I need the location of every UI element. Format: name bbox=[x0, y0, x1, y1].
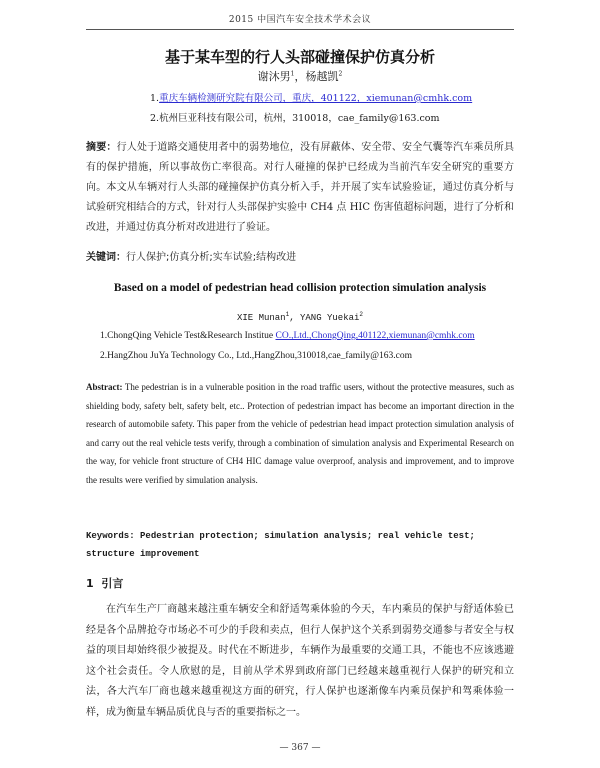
abstract-cn-label: 摘要： bbox=[86, 142, 117, 153]
paragraph: 在汽车生产厂商越来越注重车辆安全和舒适驾乘体验的今天，车内乘员的保护与舒适体验已经是各个品牌抢夺市场必不可少的手段和卖点，但行人保护这个关系到弱势交通参与者安全与权益的项目却始终很少被提及。时代在不断进步，车辆作为最重要的交通工具，不能也不应该逃避这个社会责任。令人欣慰的是，目前从学术界到政府部门已经越来越重视行人保护的研究和立法，各大汽车厂商也越来越重视这方面的研究，行人保护也逐渐像车内乘员保护和驾乘体验一样，成为衡量车辆品质优良与否的重要指标之一。 bbox=[86, 604, 514, 718]
authors-en bbox=[0, 311, 600, 323]
abstract-en bbox=[86, 378, 514, 489]
paper-title-en: Based on a model of pedestrian head collision protection simulation analysis bbox=[113, 282, 487, 294]
author-affil-mark: 2 bbox=[338, 70, 343, 78]
affiliation-en-1 bbox=[100, 331, 475, 341]
affiliation-text: 2.HangZhou JuYa Technology Co., Ltd.,HangZhou,310018,cae_family@163.com bbox=[100, 351, 412, 361]
author-name: YANG Yuekai bbox=[300, 313, 360, 323]
author-affil-mark: 1 bbox=[285, 311, 290, 318]
affiliation-text: 杭州巨亚科技有限公司，杭州，310018，cae_family@163.com bbox=[159, 113, 440, 124]
header-divider bbox=[86, 29, 514, 30]
section-title-text: 引言 bbox=[101, 577, 124, 590]
running-head: 2015 中国汽车安全技术学术会议 bbox=[228, 15, 372, 25]
abstract-cn-text: 行人处于道路交通使用者中的弱势地位，没有屏蔽体、安全带、安全气囊等汽车乘员所具有的保护措施，所以事故伤亡率很高。对行人碰撞的保护已经成为当前汽车安全研究的重要方向。本文从车辆对行人头部的碰撞保护仿真分析入手，并开展了实车试验验证，通过仿真分析与试验研究相结合的方式，针对行人头部保护实验中 CH4 点 HIC 伤害值超标问题，进行了分析和改进，并通过仿真分析对改进进行了验证。 bbox=[86, 142, 515, 233]
abstract-cn bbox=[86, 138, 514, 238]
section-heading bbox=[86, 575, 123, 591]
affiliation-cn-1 bbox=[150, 90, 472, 104]
abstract-en-label: Abstract: bbox=[86, 382, 123, 392]
author-name: XIE Munan bbox=[236, 313, 286, 323]
affiliation-number: 1. bbox=[150, 93, 160, 104]
authors-cn bbox=[0, 68, 600, 84]
author-affil-mark: 2 bbox=[359, 311, 364, 318]
keywords-en bbox=[86, 527, 516, 563]
abstract-en-text: The pedestrian is in a vulnerable position in the road traffic users, without the protective measures, such as shielding body, safety belt, safety belt, etc.. Protection of pedestrian impact has become an important direction in the research of automobile safety. This paper from the vehicle of pedestrian head impact protection simulation analysis of and carry out the real vehicle tests verify, through a combination of simulation analysis and Experimental Research on the way, for vehicle front structure of CH4 HIC damage value overproof, analysis and improvement, and to improve the results were verified by simulation analysis. bbox=[86, 382, 514, 485]
author-name: 谢沐男 bbox=[257, 70, 291, 83]
affiliation-link[interactable]: CO.,Ltd.,ChongQing,401122,xiemunan@cmhk.com bbox=[275, 331, 475, 341]
section-body bbox=[86, 600, 514, 723]
author-separator: , bbox=[289, 313, 300, 323]
author-name: 杨越凯 bbox=[305, 70, 339, 83]
section-number: 1 bbox=[86, 577, 94, 590]
keywords-en-label: Keywords: bbox=[86, 531, 135, 541]
affiliation-number: 2. bbox=[150, 113, 160, 124]
keywords-cn-label: 关键词： bbox=[86, 252, 126, 263]
keywords-cn bbox=[86, 248, 296, 263]
affiliation-link[interactable]: 重庆车辆检测研究院有限公司，重庆，401122，xiemunan@cmhk.com bbox=[159, 93, 473, 104]
author-separator: ， bbox=[294, 70, 306, 83]
paper-title-cn: 基于某车型的行人头部碰撞保护仿真分析 bbox=[164, 48, 435, 66]
page-number: — 367 — bbox=[279, 743, 321, 753]
author-affil-mark: 1 bbox=[290, 70, 295, 78]
keywords-en-text: Pedestrian protection; simulation analysis; real vehicle test; structure improvement bbox=[86, 531, 475, 559]
affiliation-cn-2 bbox=[150, 110, 440, 124]
affiliation-en-2 bbox=[100, 351, 412, 361]
affiliation-text: 1.ChongQing Vehicle Test&Research Institue bbox=[100, 331, 276, 341]
keywords-cn-text: 行人保护;仿真分析;实车试验;结构改进 bbox=[126, 252, 297, 263]
